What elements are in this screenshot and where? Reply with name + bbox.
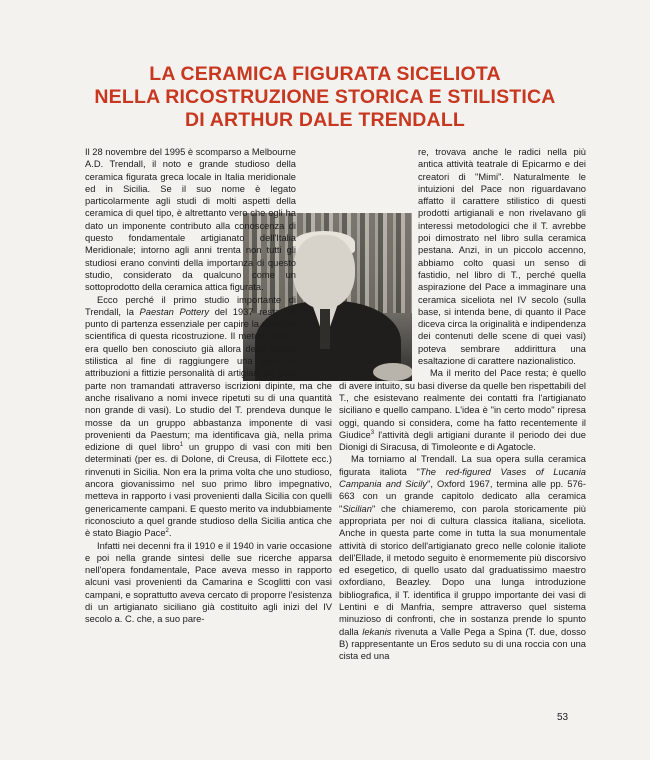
paragraph: Infatti nei decenni fra il 1910 e il 1940 in varie occasione e poi nella grande sintesi delle sue ricerche apparsa nell'opera fondamentale, Pace aveva messo in rapporto alcuni vasi provenienti da Camarina e Scoglitti con vasi campani, e soprattutto aveva cercato di proporre l'esistenza di un artigianato siciliano già costituito agli inizi del IV secolo a. C. che, a suo pare- [85, 540, 332, 625]
article-title [0, 63, 650, 132]
paragraph: Il 28 novembre del 1995 è scomparso a Melbourne A.D. Trendall, il noto e grande studioso della ceramica figurata greca locale in Italia meridionale ed in Sicilia. Se il suo nome è legato particolarmente agli studi di molti aspetti della ceramica di quel tipo, è altrettanto vero che egli ha dato un imponente contributo alla conoscenza di questo fondamentale artigianato dell'Italia Meridionale; intorno agli anni trenta non tutti gli studiosi erano convinti della importanza di questo studio, considerato da qualcuno come un sottoprodotto della ceramica attica figurata. [85, 147, 296, 293]
right-column [339, 146, 586, 662]
paragraph: Ecco perché il primo studio importante di Trendall, la Paestan Pottery del 1937 resta un punto di partenza essenziale per capire la struttura scientifica di questa ricostruzione. Il metodo del T. era quello ben conosciuto già allora della analisi stilistica al fine di raggiungere una serie di attribuzioni a fittizie personalità di artigiani (in gran parte non tramandati attraverso iscrizioni dipinte, ma che anche risalivano a nomi invece ripetuti su di una quantità non grande di vasi). Lo studio del T. prendeva dunque le mosse da un gruppo abbastanza imponente di vasi provenienti da Paestum; ma identificava già, nella prima edizione di quel libro$^1$ un gruppo di vasi con miti ben determinati (per es. di Dolone, di Creusa, di Filottete ecc.) rinvenuti in Sicilia. Non era la prima volta che uno studioso, ancora giovanissimo nel suo primo libro impegnativo, metteva in rapporto i vasi provenienti dalla Sicilia con quelli genericamente campani. E questo merito va indubbiamente riconosciuto a quel grande studioso della Sicilia antica che è stato Biagio Pace$^2$. [85, 294, 332, 539]
title-line-1: LA CERAMICA FIGURATA SICELIOTA [149, 63, 501, 85]
photo-wrap-space [339, 208, 414, 375]
title-line-3: DI ARTHUR DALE TRENDALL [184, 109, 466, 131]
paragraph: Ma il merito del Pace resta; è quello di avere intuito, su basi diverse da quelle ben rispettabili del T., che esistevano realmente dei contatti fra l'artigianato siciliano e quello campano. L'idea è "in certo modo" ripresa oggi, quando si considera, come ha fatto recentemente il Giudice$^3$ l'attività degli artigiani durante il periodo dei due Dionigi di Siracusa, di Timoleonte e di Agatocle. [339, 368, 586, 453]
title-line-2: NELLA RICOSTRUZIONE STORICA E STILISTICA [94, 86, 556, 108]
left-column [85, 146, 332, 626]
page-number: 53 [557, 712, 569, 723]
paragraph: Ma torniamo al Trendall. La sua opera sulla ceramica figurata italiota "The red-figured Vases of Lucania Campania and Sicily", Oxford 1967, termina alle pp. 576-663 con un grande capitolo dedicato alla ceramica "Sicilian" che chiameremo, con parola storicamente più appropriata per noi di cultura classica italiana, siceliota. Anche in questa parte come in tutta la sua monumentale attività di storico dell'artigianato greco nelle colonie italiote dell'Ellade, il metodo seguito è enormemente più discorsivo ed esegetico, di quello usato dal graduatissimo maestro oxfordiano, Beazley. Dopo una lunga introduzione bibliografica, il T. identifica il gruppo importante dei vasi di Lentini e di Manfria, sempre attraverso quel sistema minuzioso di confronti, che in sostanza prende lo spunto dalla lekanis rivenuta a Valle Pega a Spina (T. due, dosso B) rappresentante un Eros seduto su di una roccia con una cista ed una [339, 454, 586, 662]
paragraph: re, trovava anche le radici nella più antica attività teatrale di Epicarmo e dei creatori di "Mimi". Naturalmente le intuizioni del Pace non riguardavano affatto il carattere stilistico di questi prodotti artigianali e non rivelavano gli interessi metodologici che il T. avrebbe poi dimostrato nel libro sulla ceramica pestana. Anzi, in un piccolo accenno, abbiamo colto quasi un senso di fastidio, nel libro di T., perché quella aspirazione del Pace a immaginare una ceramica siceliota nel IV secolo (sulla base, si intenda bene, di quanto il Pace diceva circa la originalità e indipendenza dei contenuti delle scene di quei vasi) poteva sembrare addirittura una esaltazione di carattere nazionalistico. [418, 147, 586, 367]
